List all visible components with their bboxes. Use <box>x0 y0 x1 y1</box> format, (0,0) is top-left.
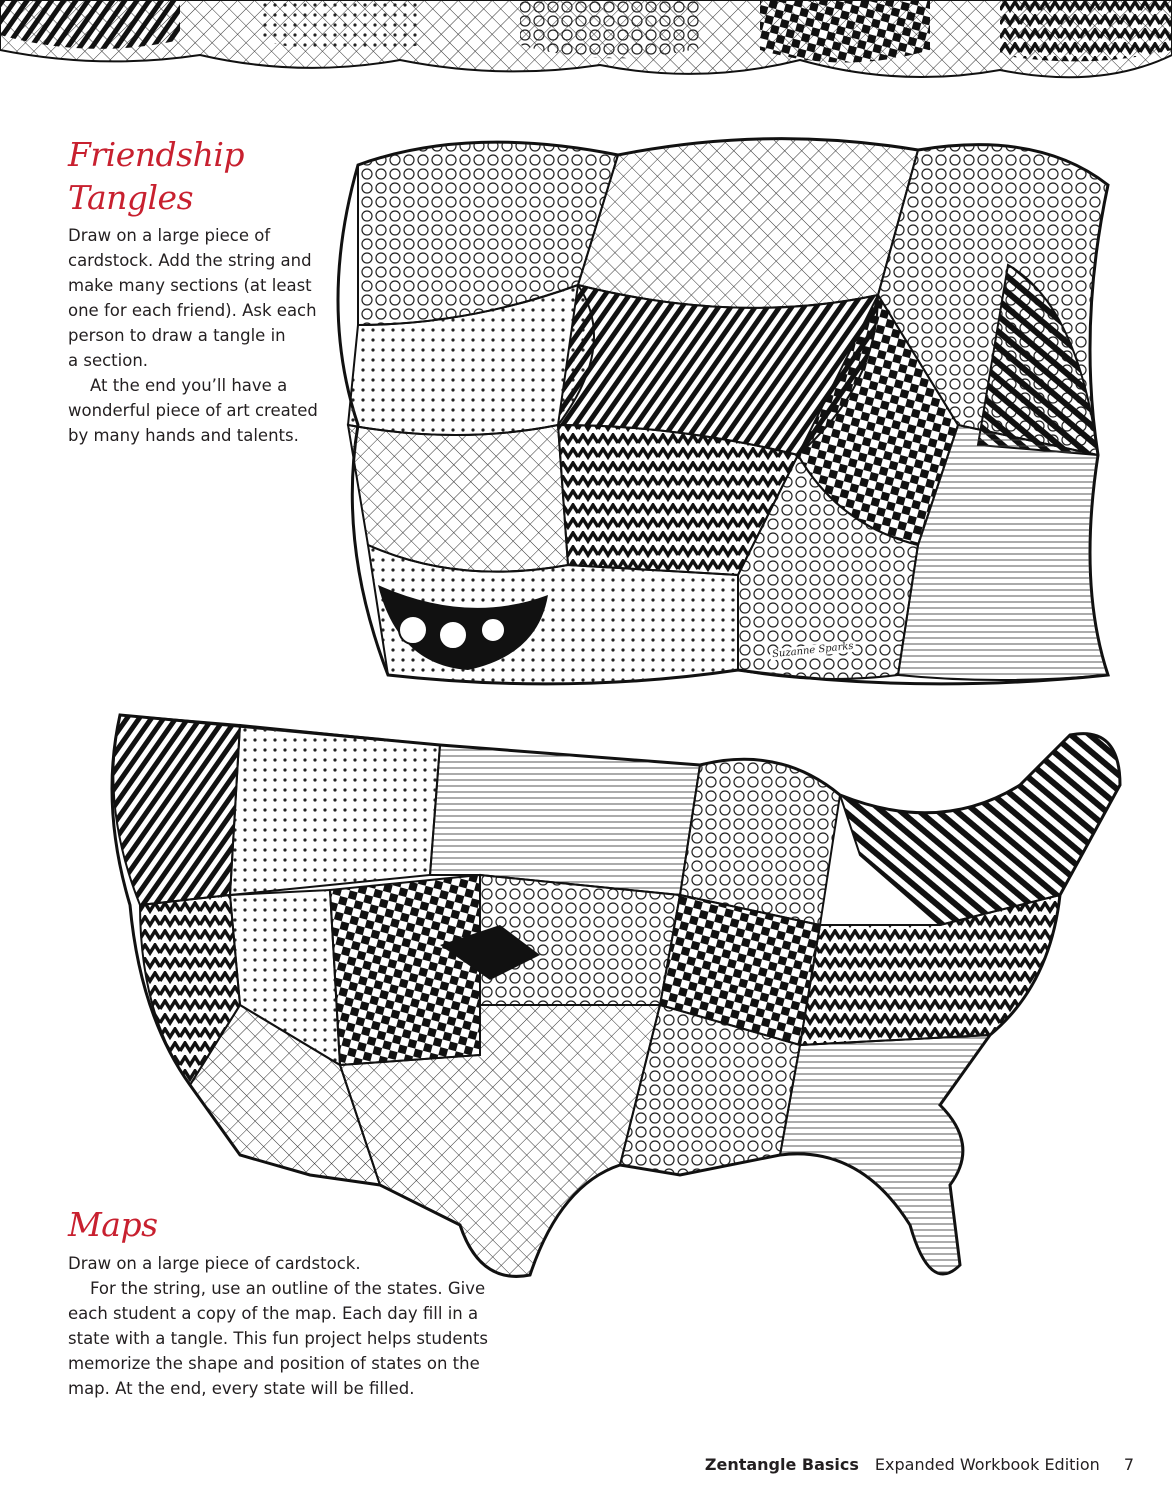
section-heading-friendship-tangles <box>68 133 244 219</box>
text-line: wonderful piece of art created <box>68 401 318 420</box>
text-line: a section. <box>68 351 149 370</box>
text-line: map. At the end, every state will be filled. <box>68 1379 415 1398</box>
paragraph <box>68 1251 488 1276</box>
paragraph <box>68 373 318 448</box>
text-line: state with a tangle. This fun project helps students <box>68 1329 489 1348</box>
heading-line: Friendship <box>68 135 245 174</box>
text-line: Draw on a large piece of <box>68 226 271 245</box>
text-line: For the string, use an outline of the states. Give <box>90 1279 486 1298</box>
paragraph-continued <box>68 1301 488 1401</box>
text-line: At the end you’ll have a <box>90 376 288 395</box>
paragraph <box>68 223 318 373</box>
book-title: Zentangle Basics <box>704 1455 859 1474</box>
artist-signature: Suzanne Sparks <box>771 640 855 661</box>
text-line: Draw on a large piece of cardstock. <box>68 1254 361 1273</box>
heading-line: Tangles <box>68 178 194 217</box>
text-line: memorize the shape and position of states on the <box>68 1354 480 1373</box>
edition-label: Expanded Workbook Edition <box>874 1455 1100 1474</box>
text-line: by many hands and talents. <box>68 426 299 445</box>
friendship-tangles-text <box>68 223 318 448</box>
maps-text <box>68 1251 488 1401</box>
page-number: 7 <box>1123 1455 1134 1474</box>
text-line: make many sections (at least <box>68 276 312 295</box>
section-heading-maps: Maps <box>68 1205 158 1244</box>
page-footer <box>705 1455 1134 1474</box>
text-line: one for each friend). Ask each <box>68 301 317 320</box>
decorative-tangle-border <box>0 0 1172 90</box>
text-line: person to draw a tangle in <box>68 326 286 345</box>
friendship-tangle-artwork <box>318 125 1118 695</box>
us-map-tangle-artwork <box>60 705 1155 1295</box>
text-line: each student a copy of the map. Each day fill in a <box>68 1304 479 1323</box>
paragraph <box>68 1276 488 1301</box>
text-line: cardstock. Add the string and <box>68 251 312 270</box>
